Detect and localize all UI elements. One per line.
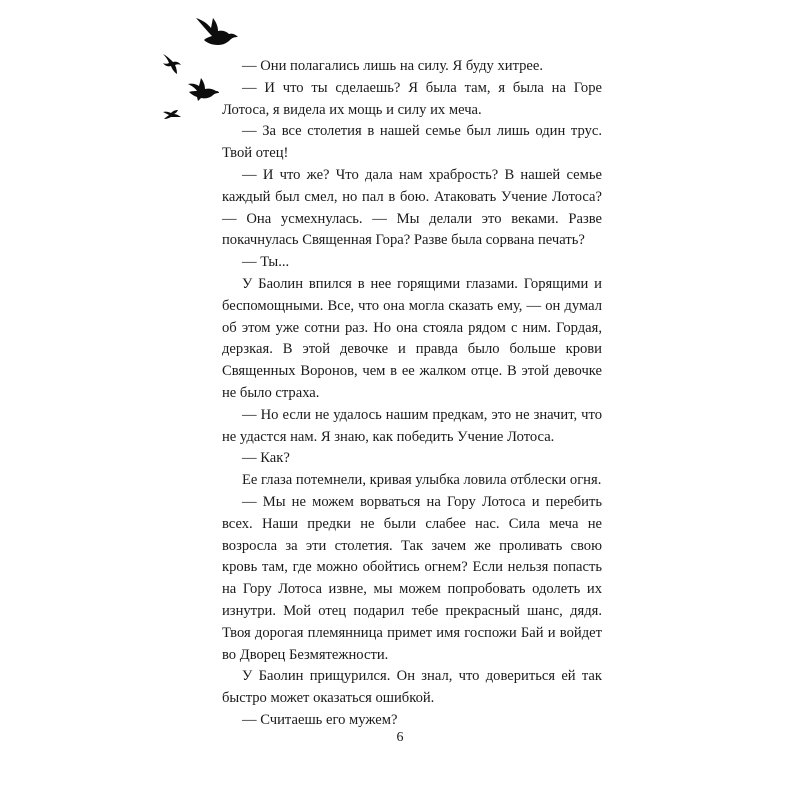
paragraph: У Баолин впился в нее горящими глазами. Горящими и беспомощными. Все, что она могла сказать ему, — он думал об этом уже сотни раз. Но она стояла рядом с ним. Гордая, дерзкая. В этой девочке и правда было больше крови Священных Воронов, чем в ее жалком отце. В этой девочке не было страха.: [222, 275, 602, 401]
raven-medium-icon: [186, 76, 220, 102]
raven-large-icon: [194, 14, 240, 48]
paragraph: — За все столетия в нашей семье был лишь один трус. Твой отец!: [222, 123, 602, 162]
paragraph: У Баолин прищурился. Он знал, что довериться ей так быстро может оказаться ошибкой.: [222, 668, 602, 707]
paragraph: — Но если не удалось нашим предкам, это не значит, что не удастся нам. Я знаю, как победить Учение Лотоса.: [222, 406, 602, 445]
paragraph: — Они полагались лишь на силу. Я буду хитрее.: [242, 58, 544, 74]
paragraph: — Мы не можем ворваться на Гору Лотоса и перебить всех. Наши предки не были слабее нас. Сила меча не возросла за эти столетия. Так зачем же проливать свою кровь там, где можно обойтись огнем? Если нельзя попасть на Гору Лотоса извне, мы можем попробовать одолеть их изнутри. Мой отец подарил тебе прекрасный шанс, дядя. Твоя дорогая племянница примет имя госпожи Бай и войдет во Дворец Безмятежности.: [222, 493, 602, 663]
paragraph: Ее глаза потемнели, кривая улыбка ловила отблески огня.: [242, 472, 602, 489]
main-text: [222, 56, 602, 732]
paragraph: — Как?: [242, 450, 290, 467]
paragraph: — И что же? Что дала нам храбрость? В нашей семье каждый был смел, но пал в бою. Атаковать Учение Лотоса? — Она усмехнулась. — Мы делали это веками. Разве покачнулась Священная Гора? Разве была сорвана печать?: [222, 166, 602, 249]
paragraph: — Ты...: [242, 254, 290, 271]
raven-tiny-icon: [162, 106, 182, 122]
page-number: 6: [396, 730, 404, 745]
raven-small-icon: [160, 52, 184, 76]
paragraph: — И что ты сделаешь? Я была там, я была на Горе Лотоса, я видела их мощь и силу их меча.: [222, 79, 602, 118]
paragraph: — Считаешь его мужем?: [242, 711, 398, 728]
